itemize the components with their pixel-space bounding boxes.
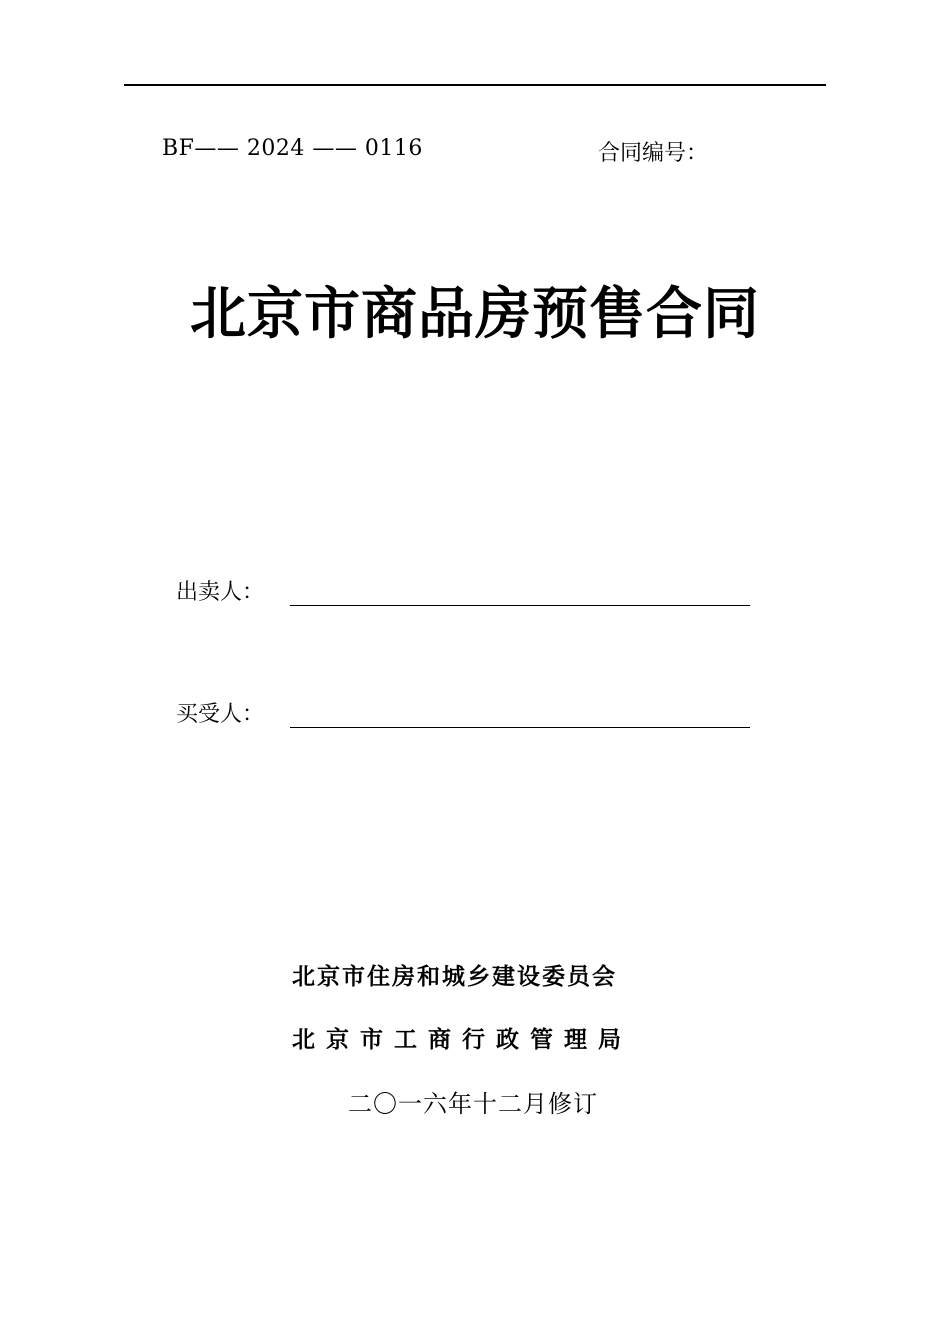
document-code: BF—— 2024 —— 0116 [162, 136, 423, 161]
document-title: 北京市商品房预售合同 [190, 282, 760, 347]
seller-row [176, 578, 264, 608]
revision-date: 二〇一六年十二月修订 [348, 1090, 598, 1118]
buyer-blank-line[interactable] [290, 727, 750, 728]
buyer-label: 买受人： [176, 702, 265, 727]
issuer-industry-commerce-bureau: 北京市工商行政管理局 [292, 1027, 632, 1053]
top-rule [124, 84, 826, 86]
buyer-row [176, 700, 264, 730]
contract-number-label: 合同编号： [598, 141, 709, 166]
seller-label: 出卖人： [176, 580, 265, 605]
issuer-housing-commission: 北京市住房和城乡建设委员会 [292, 964, 617, 990]
seller-blank-line[interactable] [290, 605, 750, 606]
